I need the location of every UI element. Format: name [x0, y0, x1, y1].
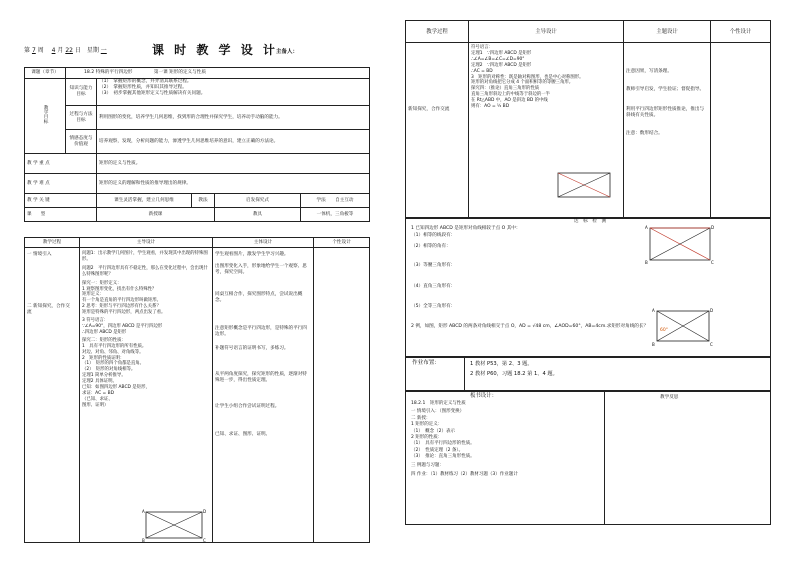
board-line: 2 矩形的性质：: [411, 435, 443, 441]
right-main-line: 直角三角形斜边上的中线等于斜边的一半: [471, 92, 551, 98]
main-design-column: [80, 248, 213, 543]
preparer-label: 主备人：: [276, 49, 299, 55]
right-main-line: 则有：AO = ½ BD: [471, 104, 510, 110]
main-design-line: 图形、证明）: [82, 402, 109, 408]
knowledge-goals: （1） 掌握矩形的概念，并弄清其联系过程。 （2） 掌握矩形性质，并知识其推导过程。 （3） 初步掌握其他矩形定义与性质解决有关问题。: [97, 79, 370, 106]
board-title: 板书设计：: [470, 393, 497, 399]
svg-text:B: B: [645, 260, 648, 265]
board-line: （1） 概念（2）表示: [411, 428, 455, 434]
main-design-line: （1） 矩形的四个角都是直角。: [82, 361, 145, 367]
subject-design-column: 学生观看图片，激发学生学习兴趣。 出图形变化入手，形象地给学生一个观察、思考，探究空间。 同桌互相合作，探究图形特点，尝试说出概念。 注意矩形概念是平行四边形，是特殊的平行四边形。 补题符号语言的证明书写，多练习。 从平两角度探究，探究矩形的性质，逐渐对特殊进一步，得出性质定理。 让学生小组合作尝试证明过程。 已知、求证、图形、证明。: [213, 248, 314, 543]
right-main-line: ∴∠A=∠B=∠C=∠D=90°: [471, 56, 525, 62]
svg-text:D: D: [711, 225, 715, 230]
right-main-line: 定理1 ∵四边形 ABCD 是矩形: [471, 50, 532, 56]
right-subject-design: 注意因果，写清条理。 教师引导启发，学生验证；督促指导。 利用平行四边形矩形性质推论，推出与斜线有关性质。 注意：数形结合。: [624, 43, 711, 218]
svg-text:A: A: [652, 308, 655, 313]
main-design-line: （2） 矩形的对角线相等。: [82, 367, 136, 373]
board-line: 三 例题与习题：: [411, 462, 444, 468]
main-design-line: 对边、对角、邻角、对角线等。: [82, 349, 144, 355]
main-design-line: 2 矩形的性质证明：: [82, 355, 125, 361]
main-design-line: ∵∠A=90°，四边形 ABCD 是平行四边形: [82, 323, 163, 329]
right-rectangle-figure: [555, 170, 615, 202]
main-design-line: 矩形是特殊的平行四边形，两点出发了看。: [82, 310, 166, 316]
main-design-line: 3 符号语言：: [82, 318, 109, 324]
main-design-line: 已知：如图四边形 ABCD 是矩形，: [82, 385, 150, 391]
main-design-line: 求证：AC = BD: [82, 390, 115, 396]
main-design-line: ∴四边形 ABCD 是矩形: [82, 329, 127, 335]
svg-text:D: D: [710, 308, 714, 313]
practice-figure-2: [652, 306, 714, 348]
right-main-line: 定理2 ∵四边形 ABCD 是矩形: [471, 62, 532, 68]
main-design-line: 探究一：矩形定义：: [82, 280, 122, 286]
board-line: （3） 推论：直角三角形性质。: [411, 454, 475, 460]
svg-text:C: C: [711, 260, 714, 265]
svg-text:A: A: [645, 225, 648, 230]
main-design-line: 问题1：出示教学几何图片，学生观看，并发现其中出现的特殊图形。: [82, 251, 208, 262]
main-design-line: 矩形定义：: [82, 292, 104, 298]
topic-label: 课题（章节）: [25, 68, 66, 79]
main-design-line: （已知、求证、: [82, 396, 113, 402]
main-design-line: 1 具有平行四边形的所有性质。: [82, 343, 147, 349]
main-design-line: 问题2 平行四边形具有不稳定性，那么在变化过程中，会出现什么特殊图形呢？: [82, 265, 208, 277]
practice-title: 达 标 检 测: [573, 219, 607, 224]
main-design-line: 定理1 简单分析推导。: [82, 373, 126, 379]
board-line: 1 矩形的定义：: [411, 422, 443, 428]
main-design-line: 有一个角是直角的平行四边形叫做矩形。: [82, 298, 162, 304]
label-b: B: [142, 538, 145, 542]
rectangle-figure: [142, 508, 208, 542]
main-design-line: 定理2 具体证明。: [82, 379, 117, 385]
right-main-line: 在 Rt△ABD 中，AO 是斜边 BD 的中线: [471, 98, 548, 104]
right-main-line: 探究四：（推论）直角三角形的性质: [471, 86, 540, 92]
svg-text:B: B: [652, 342, 655, 347]
svg-text:C: C: [710, 342, 713, 347]
step-labels: 一 情境引入 二 新知探究，合作交流: [25, 248, 80, 543]
right-process-table: 教学过程 主导设计 主题设计 个性设计 新知探究，合作交流 符号语言： 定理1 ∵四边形 ABCD 是矩形 ∴∠A=∠B=∠C=∠D=90° 定理2 ∵四边形 ABCD 是矩形 ∴AC = BD 3 矩形的对称性：既是轴对称图形，也是中心对称图形。 矩形的对角线把它分成 4 个面积相等的等腰三角形。 探究四：（推论）直角三角形的性质 直角三角形斜边上的中线等于斜边的一半 在 Rt△ABD 中，AO 是斜边 BD 的中线 则有：AO = ½ BD 注意因果，写清条理。 教师引导启发，学生验证；督促指导。 利用平行四边形矩形性质推论，推出与斜线有关性质。 注意：数形结合。: [405, 20, 771, 218]
board-lines: [411, 401, 601, 478]
page-title: 课 时 教 学 设 计: [152, 43, 278, 57]
reflect-label: 教学反思: [660, 395, 679, 400]
goals-label: 教学目标: [25, 79, 66, 154]
right-main-line: ∴AC = BD: [471, 68, 493, 74]
practice-section: [405, 218, 771, 357]
svg-text:60°: 60°: [660, 328, 668, 333]
label-a: A: [142, 509, 145, 514]
label-d: D: [203, 509, 207, 514]
personal-design-column: [314, 248, 370, 543]
board-line: 二 新授：: [411, 415, 431, 421]
board-line: 一 情境引入：（图形变换）: [411, 409, 465, 415]
right-main-line: 矩形的对角线把它分成 4 个面积相等的等腰三角形。: [471, 80, 574, 86]
main-design-line: 1 观察图形变化，找出有什么特殊性？: [82, 286, 157, 292]
board-line: 四 作业：（1）教材练习（2）教材习题（3）作业题计: [411, 472, 518, 478]
lesson-info-table: 课题（章节） 18.2 特殊的平行四边形 第一课 矩形的定义与性质 教学目标 知识与能力目标 （1） 掌握矩形的概念，并弄清其联系过程。 （2） 掌握矩形性质，并知识其推导过程。 （3） 初步掌握其他矩形定义与性质解决有关问题。 过程与方法目标 利用图形的变化，培养学生几何思维，找到形的合理性并探究学生，培养动手动脑的能力。 情感态度与价值观 培养观察，发现，分析问题的能力，渗透学生几何思维培养的意识，建立正确的方法论。 教 学 重 点 矩形的定义与性质。 教 学 难 点 矩形的定义的理解和性质的推导理出的规律。 教 学 关 键 课生灵活掌握，建立几何思维 教法 启发探究式 学法 自主互动 课 型 新授课 教具 一体机，三角板等: [24, 67, 370, 222]
board-line: （2） 性质定理（2 条）。: [411, 447, 464, 453]
process-table: 教学过程 主导设计 主体设计 个性设计 一 情境引入 二 新知探究，合作交流 问题1：出示教学几何图片，学生观看，并发现其中出现的特殊图形。 问题2 平行四边形具有不稳定性，那么在变化过程中，会出现什么特殊图形呢？ 探究一：矩形定义： 1 观察图形变化，找出有什么特殊性？ 矩形定义： 有一个角是直角的平行四边形叫做矩形。 2 思考：矩形与平行四边形有什么关系？ 矩形是特殊的平行四边形，两点出发了看。 3 符号语言： ∵∠A=90°，四边形 ABCD 是平行四边形 ∴四边形 ABCD 是矩形 探究二：矩形的性质： 1 具有平行四边形的所有性质。 对边、对角、邻角、对角线等。 2 矩形的性质证明： （1） 矩形的四个角都是直角。 （2） 矩形的对角线相等。 定理1 简单分析推导。 定理2 具体证明。 已知：如图四边形 ABCD 是矩形， 求证：AC = BD （已知、求证、 图形、证明） 学生观看图片，激发学生学习兴趣。 出图形变化入手，形象地给学生一个观察、思考，探究空间。 同桌互相合作，探究图形特点，尝试说出概念。 注意矩形概念是平行四边形，是特殊的平行四边形。 补题符号语言的证明书写，多练习。 从平两角度探究，探究矩形的性质，逐渐对特殊进一步，得出性质定理。 让学生小组合作尝试证明过程。 已知、求证、图形、证明。: [24, 237, 370, 543]
main-design-line: 2 思考：矩形与平行四边形有什么关系？: [82, 304, 161, 310]
right-main-line: 符号语言：: [471, 45, 493, 50]
homework-label: 作业布置：: [412, 360, 440, 366]
right-main-line: 3 矩形的对称性：既是轴对称图形，也是中心对称图形。: [471, 74, 584, 80]
board-line: （1） 具有平行四边形的性质。: [411, 441, 475, 447]
board-line: 18.2.1 矩形的定义与性质: [411, 401, 466, 406]
label-c: C: [203, 538, 206, 542]
main-design-line: 探究二：矩形的性质：: [82, 337, 126, 343]
practice-figure-1: [644, 222, 716, 266]
date-header: 第 7 周 4 月 22 日 星期 一: [24, 47, 107, 54]
